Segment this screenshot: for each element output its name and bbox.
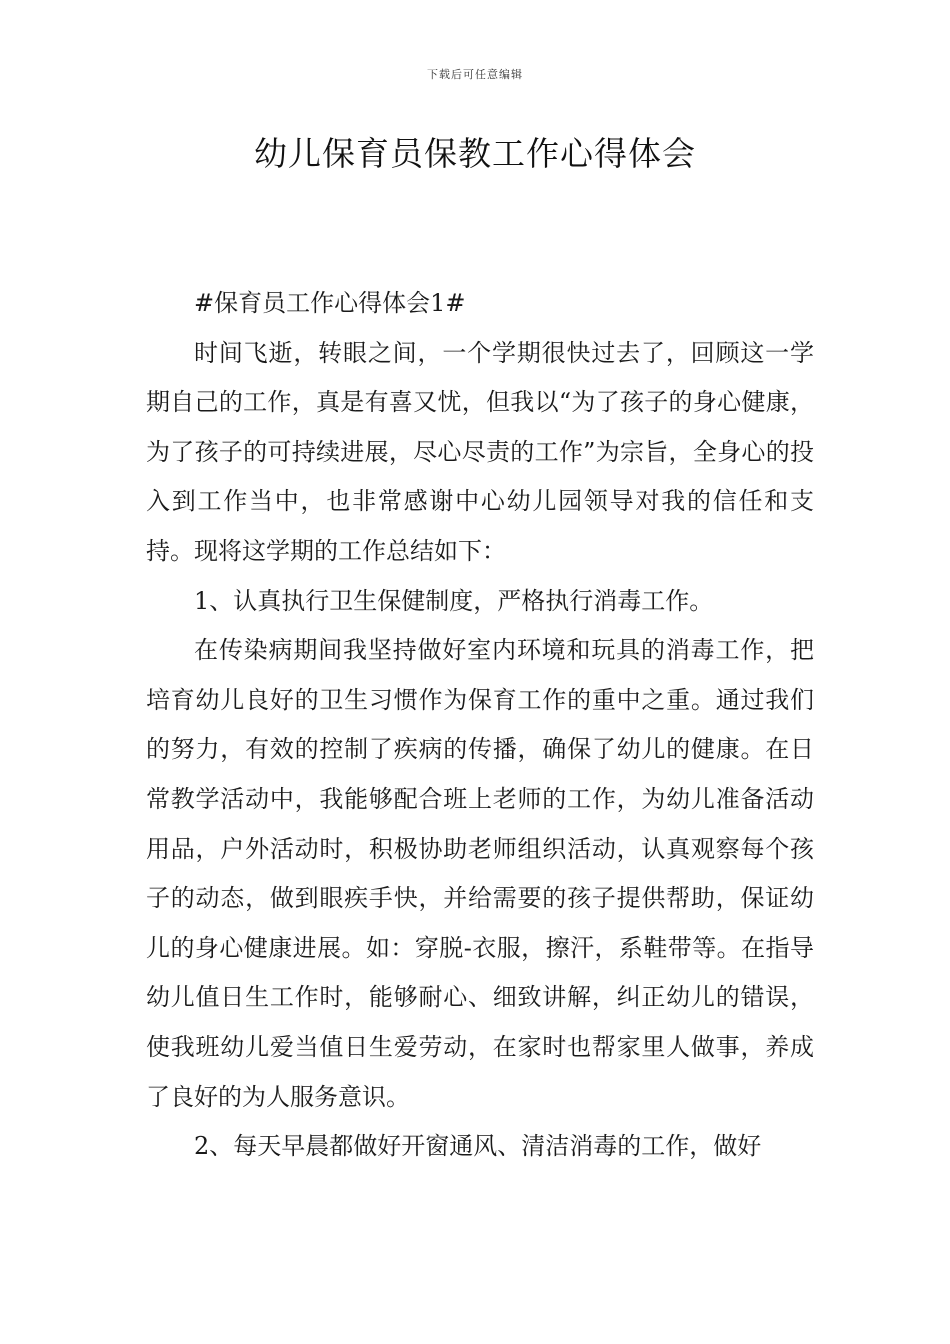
- body-paragraph: 在传染病期间我坚持做好室内环境和玩具的消毒工作，把培育幼儿良好的卫生习惯作为保育工作的重中之重。通过我们的努力，有效的控制了疾病的传播，确保了幼儿的健康。在日常教学活动中，我能够配合班上老师的工作，为幼儿准备活动用品，户外活动时，积极协助老师组织活动，认真观察每个孩子的动态，做到眼疾手快，并给需要的孩子提供帮助，保证幼儿的身心健康进展。如：穿脱-衣服，擦汗，系鞋带等。在指导幼儿值日生工作时，能够耐心、细致讲解，纠正幼儿的错误，使我班幼儿爱当值日生爱劳动，在家时也帮家里人做事，养成了良好的为人服务意识。: [146, 636, 814, 1111]
- header-note: 下载后可任意编辑: [427, 68, 523, 81]
- document-title: 幼儿保育员保教工作心得体会: [254, 134, 696, 173]
- section-heading: #保育员工作心得体会1#: [194, 289, 466, 317]
- document-body: [146, 279, 814, 1172]
- body-paragraph: 1、认真执行卫生保健制度，严格执行消毒工作。: [194, 586, 714, 615]
- body-paragraph: 2、每天早晨都做好开窗通风、清洁消毒的工作，做好: [194, 1132, 762, 1161]
- body-paragraph: 时间飞逝，转眼之间，一个学期很快过去了，回顾这一学期自己的工作，真是有喜又忧，但我以“为了孩子的身心健康，为了孩子的可持续进展，尽心尽责的工作”为宗旨，全身心的投入到工作当中，也非常感谢中心幼儿园领导对我的信任和支持。现将这学期的工作总结如下：: [146, 338, 814, 565]
